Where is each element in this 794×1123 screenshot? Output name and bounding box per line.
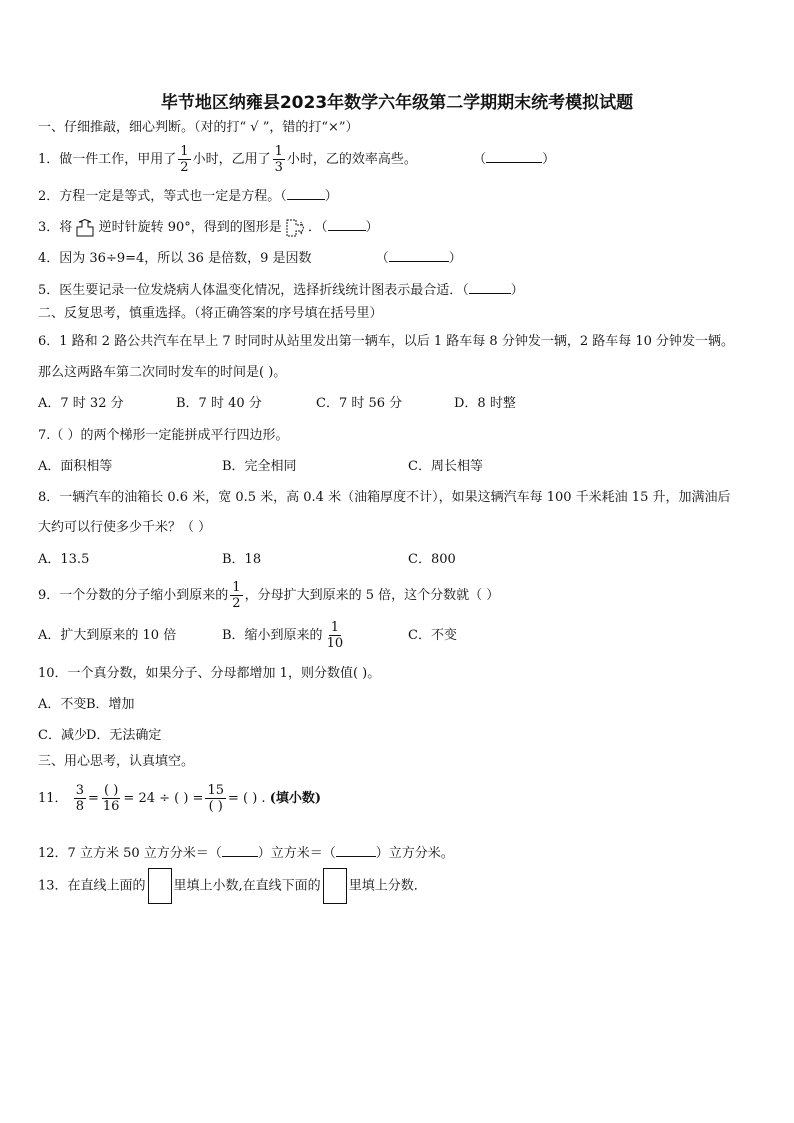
q9-option-b-denominator: 10 (326, 636, 344, 651)
q7-option-c[interactable]: C．周长相等 (408, 459, 483, 474)
question-9-options (38, 620, 457, 651)
q1-f2-numerator: 1 (274, 144, 283, 159)
q3-text-b: 逆时针旋转 90°，得到的图形是 (98, 220, 282, 235)
q11-f3-denominator[interactable]: ( ) (208, 799, 223, 814)
q11-note: (填小数) (269, 791, 322, 806)
question-6-line-1: 6．1 路和 2 路公共汽车在早上 7 时同时从站里发出第一辆车，以后 1 路车每 8 分钟发一辆，2 路车每 10 分钟发一辆。 (38, 334, 735, 349)
q1-fraction-2 (273, 144, 285, 175)
q1-fraction-1 (178, 144, 190, 175)
section-1-heading: 一、仔细推敲，细心判断。（对的打“ √ ”，错的打“×”） (38, 120, 359, 135)
q9-option-b-text: B．缩小到原来的 (222, 628, 323, 643)
q1-f1-numerator: 1 (180, 144, 189, 159)
q1-f2-denominator: 3 (274, 160, 283, 175)
q11-fraction-2[interactable] (101, 783, 122, 814)
q1-f1-denominator: 2 (180, 160, 189, 175)
q9-option-a[interactable]: A．扩大到原来的 10 倍 (38, 628, 177, 643)
q11-middle-expression[interactable]: = 24 ÷ ( ) = (123, 791, 204, 806)
q5-answer-blank[interactable] (469, 281, 511, 294)
q3-arrow-shape-icon (76, 219, 94, 237)
q12-blank-1[interactable] (222, 844, 258, 857)
q4-text: 4．因为 36÷9=4，所以 36 是倍数，9 是因数 (38, 251, 312, 266)
q1-text-c: 小时，乙的效率高些。 (286, 152, 417, 167)
q11-fraction-3[interactable] (205, 783, 226, 814)
q2-answer-blank[interactable] (287, 187, 325, 200)
question-7: 7.（ ）的两个梯形一定能拼成平行四边形。 (38, 428, 289, 443)
q3-text-a: 3．将 (38, 220, 73, 235)
q11-f1-numerator: 3 (75, 783, 84, 798)
q1-text-a: 1．做一件工作，甲用了 (38, 152, 177, 167)
q10-option-d[interactable]: D．无法确定 (86, 728, 162, 743)
q10-option-b[interactable]: B．增加 (86, 697, 135, 712)
q4-close-paren: ） (448, 251, 462, 266)
q13-text-b: 里填上小数,在直线下面的 (173, 878, 321, 894)
q2-close-paren: ） (324, 189, 338, 204)
question-13 (38, 868, 427, 905)
question-7-options (38, 458, 483, 476)
q9-text-a: 9．一个分数的分子缩小到原来的 (38, 588, 229, 603)
q12-blank-2[interactable] (336, 844, 376, 857)
q10-option-c[interactable]: C．减少 (38, 728, 87, 743)
question-10-options-row-1 (38, 696, 135, 714)
question-8-options (38, 551, 456, 569)
question-1 (38, 144, 555, 175)
q9-text-b: ，分母扩大到原来的 5 倍，这个分数就（ ） (244, 588, 500, 603)
q7-option-b[interactable]: B．完全相同 (222, 459, 297, 474)
q9-option-b-numerator: 1 (330, 620, 339, 635)
section-3-heading: 三、用心思考，认真填空。 (38, 754, 195, 769)
q3-close-paren: ） (365, 220, 379, 235)
q11-f2-numerator[interactable]: ( ) (104, 783, 119, 798)
q11-f1-denominator: 8 (75, 799, 84, 814)
q12-text-a: 12．7 立方米 50 立方分米＝（ (38, 846, 222, 861)
q12-text-b: ）立方米＝（ (257, 846, 336, 861)
q1-close-paren: ） (542, 152, 556, 167)
q12-text-c: ）立方分米。 (375, 846, 454, 861)
q11-fraction-1 (74, 783, 86, 814)
q1-text-b: 小时，乙用了 (192, 152, 271, 167)
q11-end-expression[interactable]: = ( ) . (228, 791, 266, 806)
q1-answer-blank[interactable] (486, 150, 542, 163)
question-9 (38, 580, 499, 611)
q9-option-c[interactable]: C．不变 (408, 628, 457, 643)
page-title: 毕节地区纳雍县2023年数学六年级第二学期期末统考模拟试题 (160, 93, 634, 113)
q9-denominator: 2 (232, 596, 241, 611)
q11-f3-numerator: 15 (207, 783, 224, 798)
question-3 (38, 218, 379, 237)
q13-fraction-box[interactable] (323, 868, 347, 904)
q13-text-a: 13．在直线上面的 (38, 878, 146, 894)
q1-open-paren: （ (473, 152, 487, 167)
q3-answer-blank[interactable] (328, 218, 366, 231)
q6-option-c[interactable]: C．7 时 56 分 (316, 396, 403, 411)
q5-text: 5．医生要记录一位发烧病人体温变化情况，选择折线统计图表示最合适．（ (38, 283, 469, 298)
question-11 (38, 783, 321, 814)
question-8-line-1: 8．一辆汽车的油箱长 0.6 米，宽 0.5 米，高 0.4 米（油箱厚度不计），如果这辆汽车每 100 千米耗油 15 升，加满油后 (38, 490, 731, 505)
question-2 (38, 187, 338, 206)
question-12 (38, 844, 454, 863)
q3-text-c: ．（ (308, 220, 328, 235)
q3-rotated-shape-icon (286, 219, 304, 237)
q4-open-paren: （ (375, 251, 389, 266)
q13-decimal-box[interactable] (148, 868, 172, 904)
q9-option-b-fraction (325, 620, 346, 651)
question-6-options (38, 395, 516, 413)
question-6-line-2: 那么这两路车第二次同时发车的时间是( )。 (38, 365, 287, 380)
section-2-heading: 二、反复思考，慎重选择。（将正确答案的序号填在括号里） (38, 306, 383, 321)
q7-option-a[interactable]: A．面积相等 (38, 459, 113, 474)
question-8-line-2: 大约可以行使多少千米？（ ） (38, 520, 212, 535)
question-10-options-row-2 (38, 727, 161, 745)
q11-number: 11． (38, 791, 68, 806)
q10-option-a[interactable]: A．不变 (38, 697, 87, 712)
q8-option-b[interactable]: B．18 (222, 552, 262, 567)
q4-answer-blank[interactable] (389, 249, 449, 262)
question-4 (38, 249, 462, 268)
q2-text: 2．方程一定是等式，等式也一定是方程。（ (38, 189, 287, 204)
q9-fraction (230, 580, 242, 611)
q9-option-b[interactable] (222, 620, 408, 651)
q5-close-paren: ） (510, 283, 524, 298)
q9-numerator: 1 (232, 580, 241, 595)
q6-option-b[interactable]: B．7 时 40 分 (176, 396, 262, 411)
q6-option-a[interactable]: A．7 时 32 分 (38, 396, 124, 411)
q11-f2-denominator: 16 (102, 799, 120, 814)
question-10: 10．一个真分数，如果分子、分母都增加 1，则分数值( )。 (38, 666, 381, 681)
q8-option-a[interactable]: A．13.5 (38, 552, 90, 567)
q13-text-c: 里填上分数． (348, 878, 427, 894)
q8-option-c[interactable]: C．800 (408, 552, 456, 567)
q6-option-d[interactable]: D．8 时整 (454, 396, 516, 411)
question-5 (38, 281, 524, 300)
q11-equals: = (87, 791, 99, 806)
